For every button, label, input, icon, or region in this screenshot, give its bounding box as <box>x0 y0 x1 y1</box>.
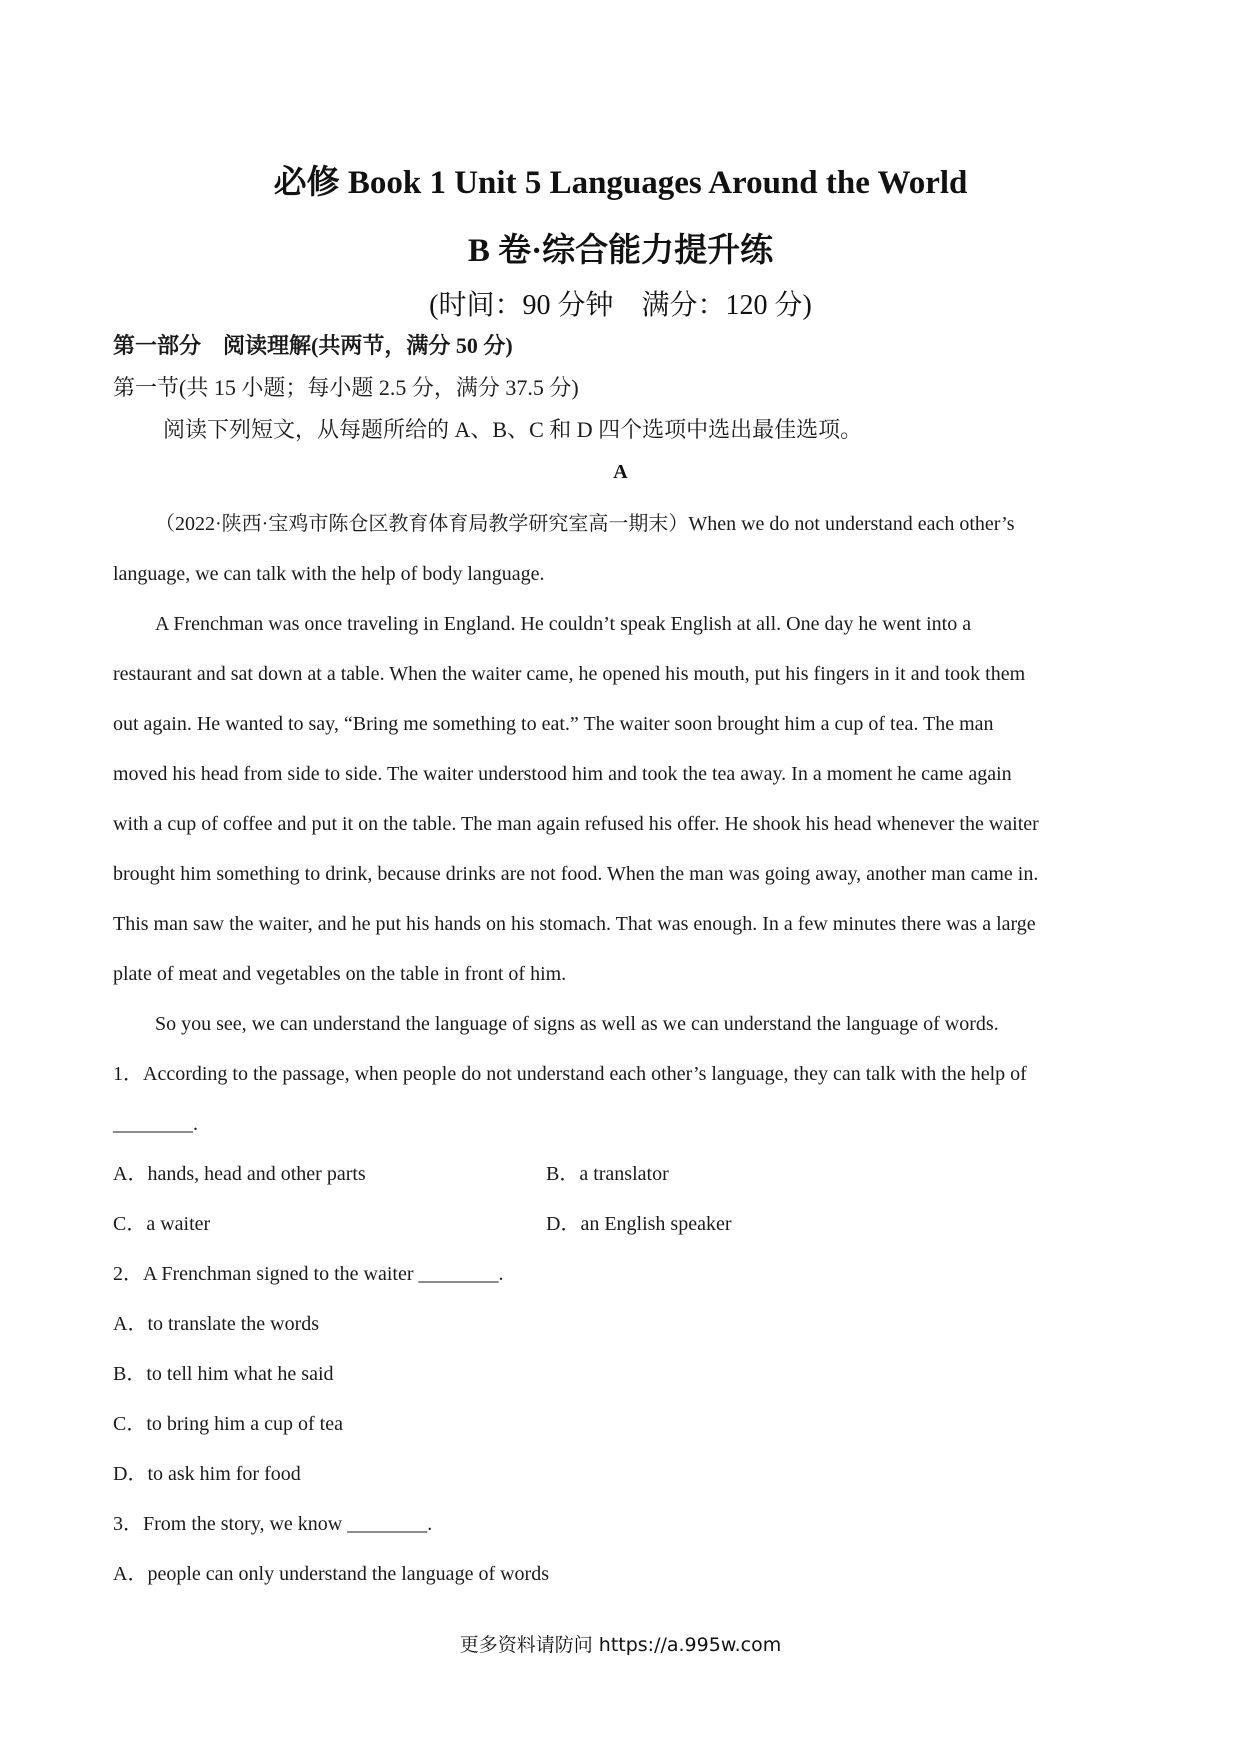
question-1-option-d: D．an English speaker <box>546 1213 732 1235</box>
question-1-blank: ________. <box>113 1113 198 1135</box>
section-one-heading: 第一节(共 15 小题；每小题 2.5 分，满分 37.5 分) <box>113 375 579 400</box>
passage-line: brought him something to drink, because drinks are not food. When the man was going away, another man came in. <box>113 863 1039 885</box>
passage-line: This man saw the waiter, and he put his hands on his stomach. That was enough. In a few minutes there was a large <box>113 913 1036 935</box>
question-1-stem: 1．According to the passage, when people do not understand each other’s language, they can talk with the help of <box>113 1063 1027 1085</box>
reading-instruction: 阅读下列短文，从每题所给的 A、B、C 和 D 四个选项中选出最佳选项。 <box>163 417 863 442</box>
footer-link[interactable]: 更多资料请防问 https://a.995w.com <box>459 1634 782 1656</box>
passage-line: A Frenchman was once traveling in England. He couldn’t speak English at all. One day he went into a <box>155 613 972 635</box>
passage-label: A <box>613 461 628 483</box>
question-3-option-a: A．people can only understand the language of words <box>113 1563 549 1585</box>
passage-line: （2022·陕西·宝鸡市陈仓区教育体育局教学研究室高一期末）When we do not understand each other’s <box>155 513 1015 535</box>
passage-line: plate of meat and vegetables on the table in front of him. <box>113 963 567 985</box>
question-2-option-d: D．to ask him for food <box>113 1463 301 1485</box>
question-2-stem: 2．A Frenchman signed to the waiter ________. <box>113 1263 504 1285</box>
passage-line: with a cup of coffee and put it on the table. The man again refused his offer. He shook his head whenever the waiter <box>113 813 1039 835</box>
question-3-stem: 3．From the story, we know ________. <box>113 1513 433 1535</box>
passage-line: restaurant and sat down at a table. When the waiter came, he opened his mouth, put his fingers in it and took them <box>113 663 1026 685</box>
time-and-score-info: (时间：90 分钟 满分：120 分) <box>429 290 812 321</box>
passage-line: language, we can talk with the help of body language. <box>113 563 545 585</box>
question-1-option-c: C．a waiter <box>113 1213 211 1235</box>
question-1-option-a: A．hands, head and other parts <box>113 1163 366 1185</box>
passage-line: moved his head from side to side. The waiter understood him and took the tea away. In a moment he came again <box>113 763 1012 785</box>
question-2-option-a: A．to translate the words <box>113 1313 320 1335</box>
passage-line: So you see, we can understand the language of signs as well as we can understand the language of words. <box>155 1013 999 1035</box>
document-title: 必修 Book 1 Unit 5 Languages Around the World <box>273 165 968 201</box>
question-2-option-b: B．to tell him what he said <box>113 1363 334 1385</box>
document-subtitle: B 卷·综合能力提升练 <box>467 233 774 269</box>
question-2-option-c: C．to bring him a cup of tea <box>113 1413 343 1435</box>
question-1-option-b: B．a translator <box>546 1163 669 1185</box>
passage-line: out again. He wanted to say, “Bring me something to eat.” The waiter soon brought him a cup of tea. The man <box>113 713 994 735</box>
part-one-heading: 第一部分 阅读理解(共两节，满分 50 分) <box>113 333 513 358</box>
